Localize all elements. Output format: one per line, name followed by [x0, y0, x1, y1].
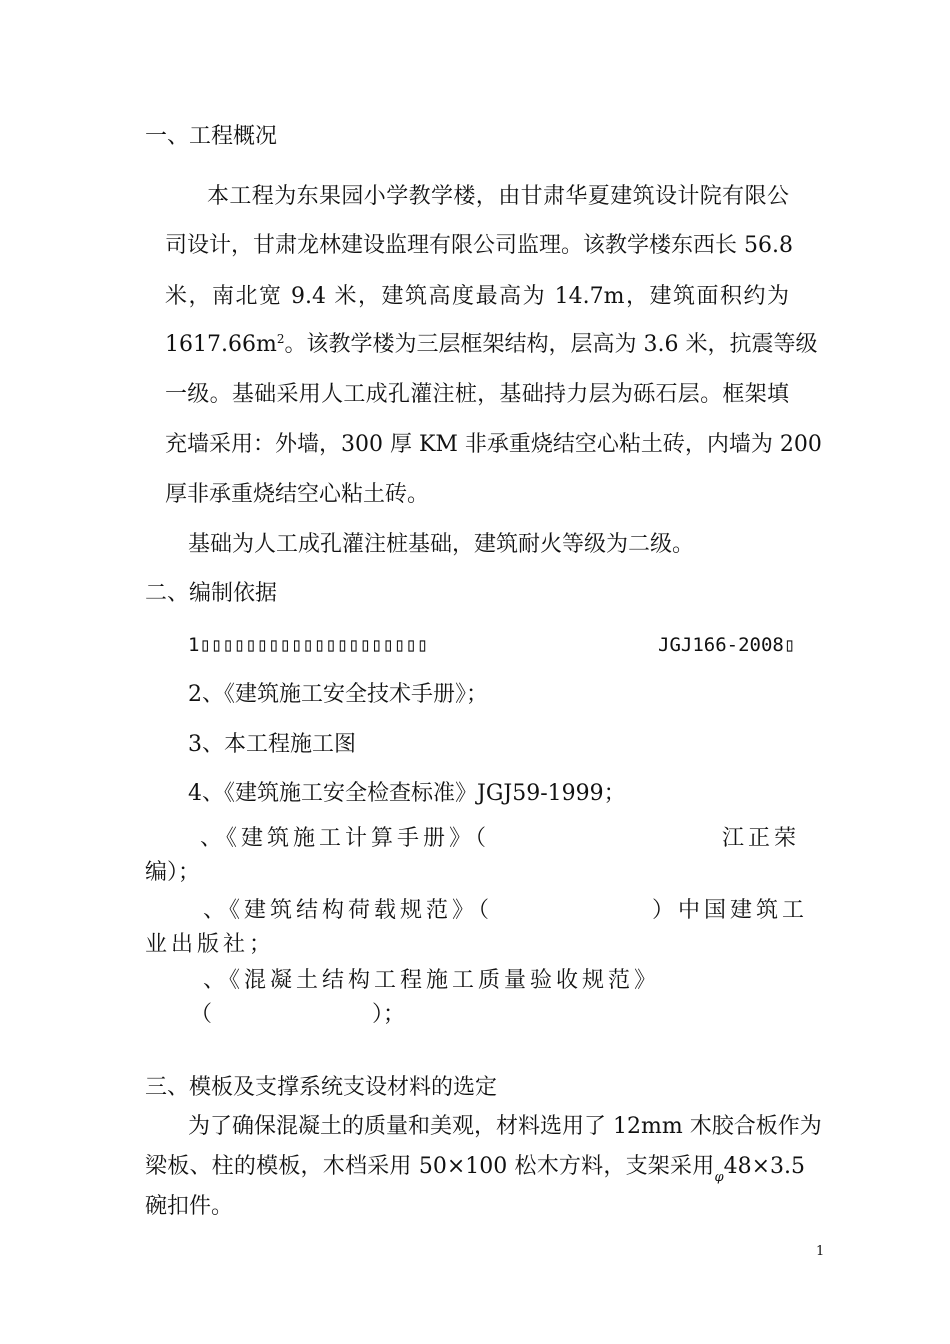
- paragraph-line: 碗扣件。: [145, 1194, 234, 1219]
- paragraph-line: 厚非承重烧结空心粘土砖。: [165, 482, 430, 507]
- paragraph-line: 司设计，甘肃龙林建设监理有限公司监理。该教学楼东西长 56.8: [165, 233, 793, 258]
- basis-item-7-open-paren: （: [190, 1002, 213, 1027]
- paragraph-text: 。该教学楼为三层框架结构，层高为 3.6 米，抗震等级: [284, 332, 818, 357]
- area-value: 1617.66m: [165, 332, 277, 357]
- basis-item-4: 4、《建筑施工安全检查标准》JGJ59-1999；: [188, 781, 626, 806]
- paragraph-line: 充墙采用：外墙，300 厚 KM 非承重烧结空心粘土砖，内墙为 200: [165, 432, 822, 457]
- page-number: 1: [816, 1244, 825, 1259]
- basis-item-5: 、《建筑施工计算手册》（: [200, 826, 491, 851]
- paragraph-line-area: [165, 330, 818, 360]
- section-heading-basis: 二、编制依据: [145, 581, 278, 606]
- basis-item-1-title: 1▯▯▯▯▯▯▯▯▯▯▯▯▯▯▯▯▯▯▯▯: [188, 634, 429, 656]
- basis-item-2: 2、《建筑施工安全技术手册》；: [188, 682, 488, 707]
- basis-item-5-cont: 编）；: [145, 860, 201, 885]
- basis-item-7-close-paren: ）；: [372, 1002, 406, 1027]
- basis-item-6-publisher: ）中国建筑工: [652, 898, 809, 923]
- paragraph-line: 一级。基础采用人工成孔灌注桩，基础持力层为砾石层。框架填: [165, 382, 789, 407]
- paragraph-line: 米，南北宽 9.4 米，建筑高度最高为 14.7m，建筑面积约为: [165, 284, 789, 309]
- basis-item-7: 、《混凝土结构工程施工质量验收规范》: [203, 968, 661, 993]
- paragraph-line: 本工程为东果园小学教学楼，由甘肃华夏建筑设计院有限公: [207, 184, 789, 209]
- superscript-2: 2: [276, 332, 285, 346]
- section-heading-overview: 一、工程概况: [145, 124, 278, 149]
- paragraph-line: 为了确保混凝土的质量和美观，材料选用了 12mm 木胶合板作为: [188, 1114, 822, 1139]
- diameter-symbol: φ: [714, 1170, 724, 1185]
- paragraph: 基础为人工成孔灌注桩基础，建筑耐火等级为二级。: [188, 532, 695, 557]
- basis-item-6-cont: 业出版社；: [145, 932, 276, 957]
- tube-spec: 48×3.5: [723, 1154, 805, 1179]
- basis-item-5-author: 江正荣: [722, 826, 801, 851]
- basis-item-6: 、《建筑结构荷载规范》（: [203, 898, 494, 923]
- paragraph-line-support: [145, 1152, 805, 1193]
- basis-item-1-code: JGJ166-2008▯: [658, 634, 796, 656]
- paragraph-text: 梁板、柱的模板，木档采用 50×100 松木方料，支架采用: [145, 1154, 715, 1179]
- basis-item-3: 3、本工程施工图: [188, 732, 356, 757]
- section-heading-materials: 三、模板及支撑系统支设材料的选定: [145, 1075, 498, 1100]
